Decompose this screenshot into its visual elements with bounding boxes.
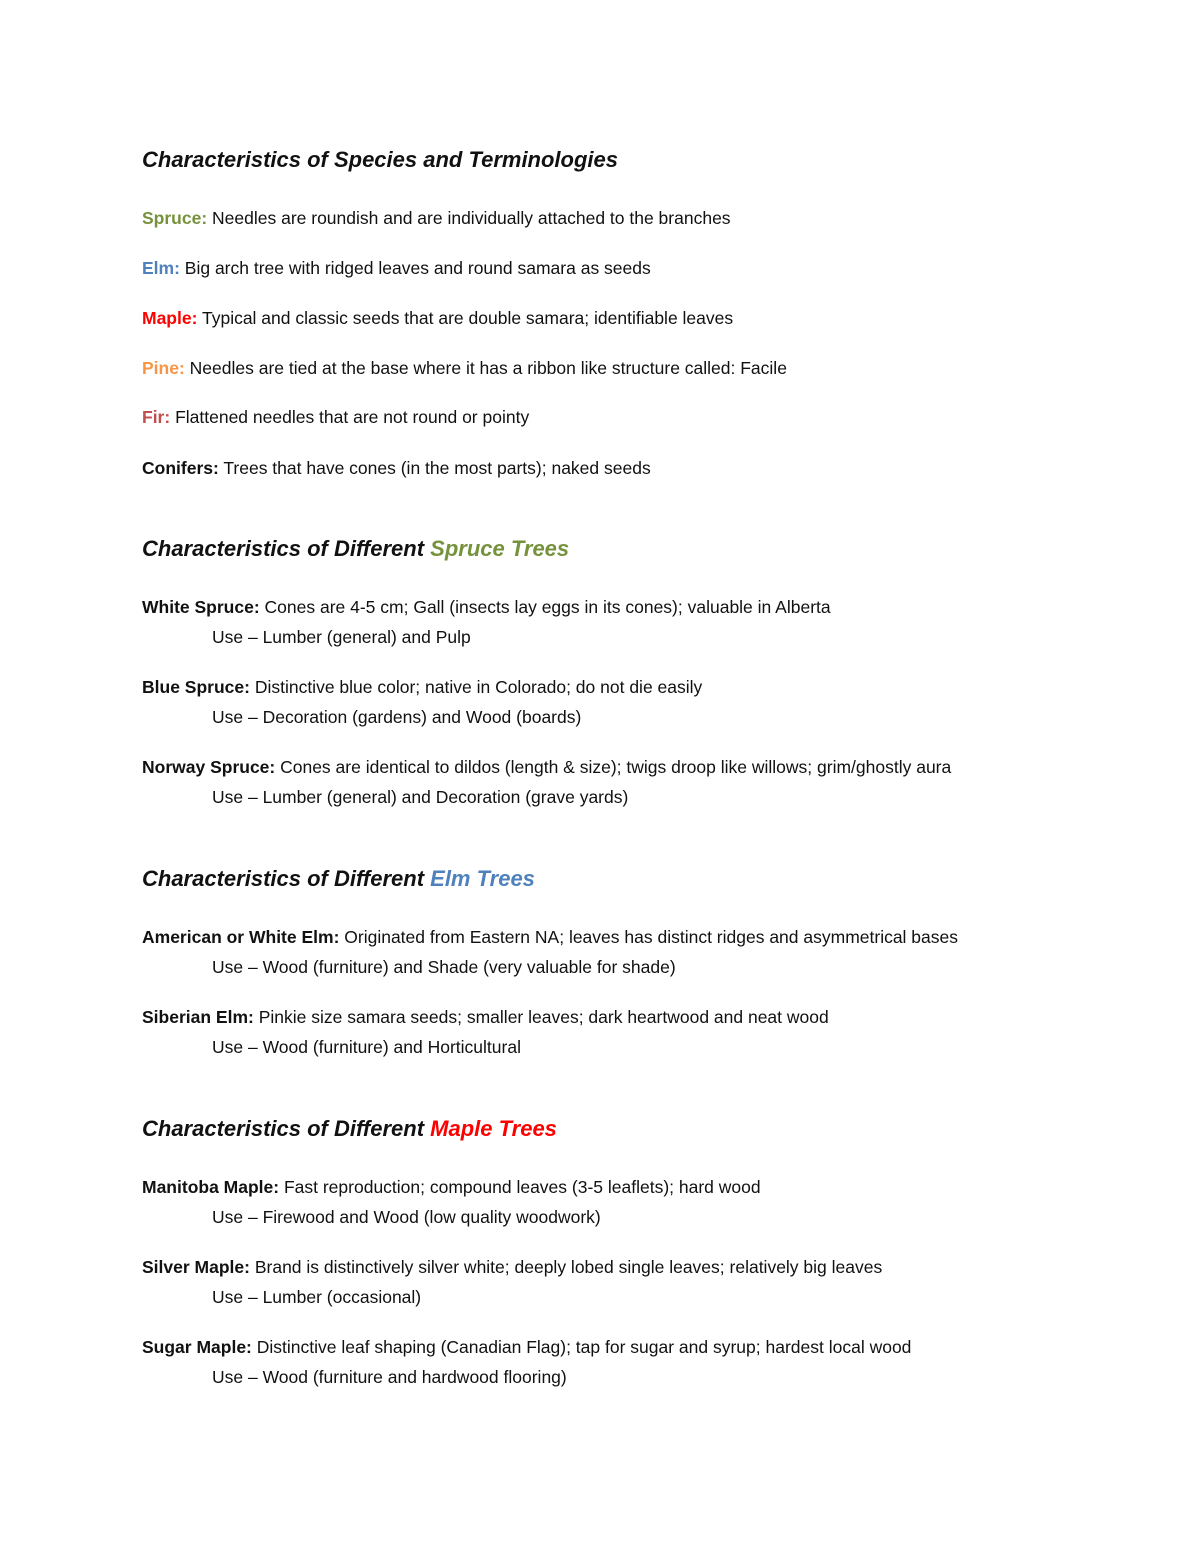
term-label-pine: Pine:: [142, 358, 185, 378]
term-label-spruce: Spruce:: [142, 208, 208, 228]
heading-prefix: Characteristics of Different: [142, 1116, 431, 1141]
heading-highlight-spruce: Spruce Trees: [430, 536, 570, 561]
species-silver-maple: [142, 1256, 882, 1278]
species-name: Sugar Maple:: [142, 1337, 252, 1357]
section-heading-maple: [142, 1115, 557, 1143]
term-conifers: [142, 457, 651, 479]
term-fir: [142, 406, 529, 428]
species-use: Use – Wood (furniture and hardwood flooring): [212, 1367, 567, 1387]
heading-prefix: Characteristics of Different: [142, 866, 431, 891]
term-definition: Flattened needles that are not round or pointy: [170, 407, 530, 427]
heading-prefix: Characteristics of Different: [142, 536, 431, 561]
species-description: Brand is distinctively silver white; deeply lobed single leaves; relatively big leaves: [249, 1257, 883, 1277]
species-name: Siberian Elm:: [142, 1007, 254, 1027]
term-label-conifers: Conifers:: [142, 458, 219, 478]
term-maple: [142, 307, 733, 329]
section-heading-elm: [142, 865, 535, 893]
species-use: Use – Lumber (general) and Decoration (grave yards): [212, 787, 629, 807]
term-definition: Big arch tree with ridged leaves and round samara as seeds: [179, 258, 651, 278]
species-use: Use – Lumber (general) and Pulp: [212, 627, 471, 647]
term-definition: Typical and classic seeds that are double samara; identifiable leaves: [197, 308, 734, 328]
species-description: Originated from Eastern NA; leaves has distinct ridges and asymmetrical bases: [339, 927, 959, 947]
species-description: Distinctive leaf shaping (Canadian Flag); tap for sugar and syrup; hardest local wood: [251, 1337, 912, 1357]
species-manitoba-maple: [142, 1176, 761, 1198]
species-blue-spruce: [142, 676, 702, 698]
species-american-elm: [142, 926, 958, 948]
term-label-maple: Maple:: [142, 308, 198, 328]
term-definition: Trees that have cones (in the most parts); naked seeds: [218, 458, 651, 478]
species-use: Use – Wood (furniture) and Shade (very valuable for shade): [212, 957, 676, 977]
term-elm: [142, 257, 651, 279]
section-heading-terminology: Characteristics of Species and Terminologies: [142, 147, 619, 172]
species-name: Silver Maple:: [142, 1257, 250, 1277]
term-definition: Needles are tied at the base where it has a ribbon like structure called: Facile: [184, 358, 787, 378]
species-use: Use – Firewood and Wood (low quality woodwork): [212, 1207, 601, 1227]
species-description: Fast reproduction; compound leaves (3-5 leaflets); hard wood: [279, 1177, 761, 1197]
species-name: Blue Spruce:: [142, 677, 250, 697]
term-pine: [142, 357, 787, 379]
species-description: Distinctive blue color; native in Colorado; do not die easily: [249, 677, 703, 697]
species-use: Use – Decoration (gardens) and Wood (boards): [212, 707, 582, 727]
species-white-spruce: [142, 596, 831, 618]
species-description: Cones are 4-5 cm; Gall (insects lay eggs in its cones); valuable in Alberta: [259, 597, 831, 617]
species-use: Use – Wood (furniture) and Horticultural: [212, 1037, 521, 1057]
species-sugar-maple: [142, 1336, 911, 1358]
species-norway-spruce: [142, 756, 951, 778]
section-heading-spruce: [142, 535, 569, 563]
species-name: American or White Elm:: [142, 927, 340, 947]
species-name: Manitoba Maple:: [142, 1177, 280, 1197]
heading-highlight-maple: Maple Trees: [430, 1116, 557, 1141]
species-name: White Spruce:: [142, 597, 260, 617]
species-siberian-elm: [142, 1006, 829, 1028]
term-label-elm: Elm:: [142, 258, 180, 278]
species-use: Use – Lumber (occasional): [212, 1287, 422, 1307]
term-spruce: [142, 207, 731, 229]
species-description: Pinkie size samara seeds; smaller leaves; dark heartwood and neat wood: [253, 1007, 829, 1027]
term-definition: Needles are roundish and are individually attached to the branches: [207, 208, 731, 228]
species-name: Norway Spruce:: [142, 757, 276, 777]
species-description: Cones are identical to dildos (length & size); twigs droop like willows; grim/ghostly aura: [275, 757, 952, 777]
term-label-fir: Fir:: [142, 407, 171, 427]
heading-highlight-elm: Elm Trees: [430, 866, 535, 891]
